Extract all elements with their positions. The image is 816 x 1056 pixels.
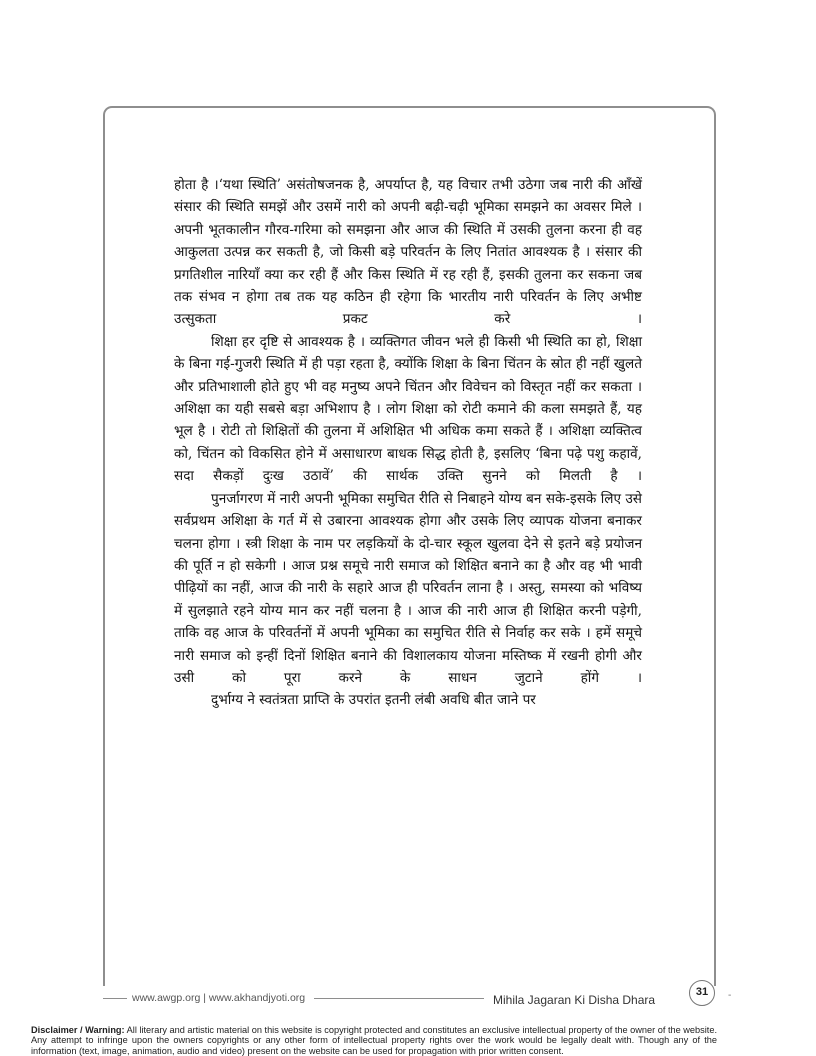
page-number: 31 xyxy=(689,980,715,1006)
paragraph-2: शिक्षा हर दृष्टि से आवश्यक है । व्यक्तिगत जीवन भले ही किसी भी स्थिति का हो, शिक्षा के बिना गई-गुजरी स्थिति में ही पड़ा रहता है, क्योंकि शिक्षा के बिना चिंतन के स्रोत ही नहीं खुलते और प्रतिभाशाली होते हुए भी वह मनुष्य अपने चिंतन और विवेचन को विस्तृत नहीं कर सकता । अशिक्षा का यही सबसे बड़ा अभिशाप है । लोग शिक्षा को रोटी कमाने की कला समझते हैं, यह भूल है । रोटी तो शिक्षितों की तुलना में अशिक्षित भी अधिक कमा सकते हैं । अशिक्षा व्यक्तित्व को, चिंतन को विकसित होने में असाधारण बाधक सिद्ध होती है, इसलिए ‘बिना पढ़े पशु कहावें, सदा सैकड़ों दुःख उठावें’ की सार्थक उक्ति सुनने को मिलती है । xyxy=(174,333,642,485)
footer-rule-middle xyxy=(314,998,484,999)
body-text xyxy=(174,174,642,712)
footer-website-links[interactable]: www.awgp.org | www.akhandjyoti.org xyxy=(132,992,306,1004)
page-trailing-mark: - xyxy=(728,990,732,1001)
disclaimer-label: Disclaimer / Warning: xyxy=(31,1025,125,1035)
disclaimer xyxy=(31,1025,717,1056)
footer-rule-left xyxy=(103,998,127,999)
paragraph-1: होता है ।‘यथा स्थिति’ असंतोषजनक है, अपर्याप्त है, यह विचार तभी उठेगा जब नारी की आँखें संसार की स्थिति समझें और उसमें नारी को अपनी बढ़ी-चढ़ी भूमिका समझने का अवसर मिले । अपनी भूतकालीन गौरव-गरिमा को समझना और आज की स्थिति में उसकी तुलना करना ही वह आकुलता उत्पन्न कर सकती है, जो किसी बड़े परिवर्तन के लिए नितांत आवश्यक है । संसार की प्रगतिशील नारियाँ क्या कर रही हैं और किस स्थिति में रह रही हैं, इसकी तुलना कर सकना जब तक संभव न होगा तब तक यह कठिन ही रहेगा कि भारतीय नारी परिवर्तन के लिए अभीष्ट उत्सुकता प्रकट करे । xyxy=(174,177,642,328)
paragraph-4: दुर्भाग्य ने स्वतंत्रता प्राप्ति के उपरांत इतनी लंबी अवधि बीत जाने पर xyxy=(211,692,536,709)
footer-book-title: Mihila Jagaran Ki Disha Dhara xyxy=(493,993,656,1007)
paragraph-3: पुनर्जागरण में नारी अपनी भूमिका समुचित रीति से निबाहने योग्य बन सके-इसके लिए उसे सर्वप्रथम अशिक्षा के गर्त में से उबारना आवश्यक होगा और उसके लिए व्यापक योजना बनाकर चलना होगा । स्त्री शिक्षा के नाम पर लड़कियों के दो-चार स्कूल खुलवा देने से इतने बड़े प्रयोजन की पूर्ति न हो सकेगी । आज प्रश्न समूचे नारी समाज को शिक्षित बनाने का है और वह भी भावी पीढ़ियों का नहीं, आज की नारी के सहारे आज ही परिवर्तन लाना है । अस्तु, समस्या को भविष्य में सुलझाते रहने योग्य मान कर नहीं चलना है । आज की नारी आज ही शिक्षित करनी पड़ेगी, ताकि वह आज के परिवर्तनों में अपनी भूमिका का समुचित रीति से निर्वाह कर सके । हमें समूचे नारी समाज को इन्हीं दिनों शिक्षित बनाने की विशालकाय योजना मस्तिष्क में रखनी होगी और उसी को पूरा करने के साधन जुटाने होंगे । xyxy=(174,490,642,686)
disclaimer-text: All literary and artistic material on this website is copyright protected and constitutes an exclusive intellectual property of the owner of the website. Any attempt to infringe upon the owners copyrights or any other form of intellectual property rights over the work would be legally dealt with. Though any of the information (text, image, animation, audio and video) present on the website can be used for propagation with prior written consent. xyxy=(31,1025,717,1056)
